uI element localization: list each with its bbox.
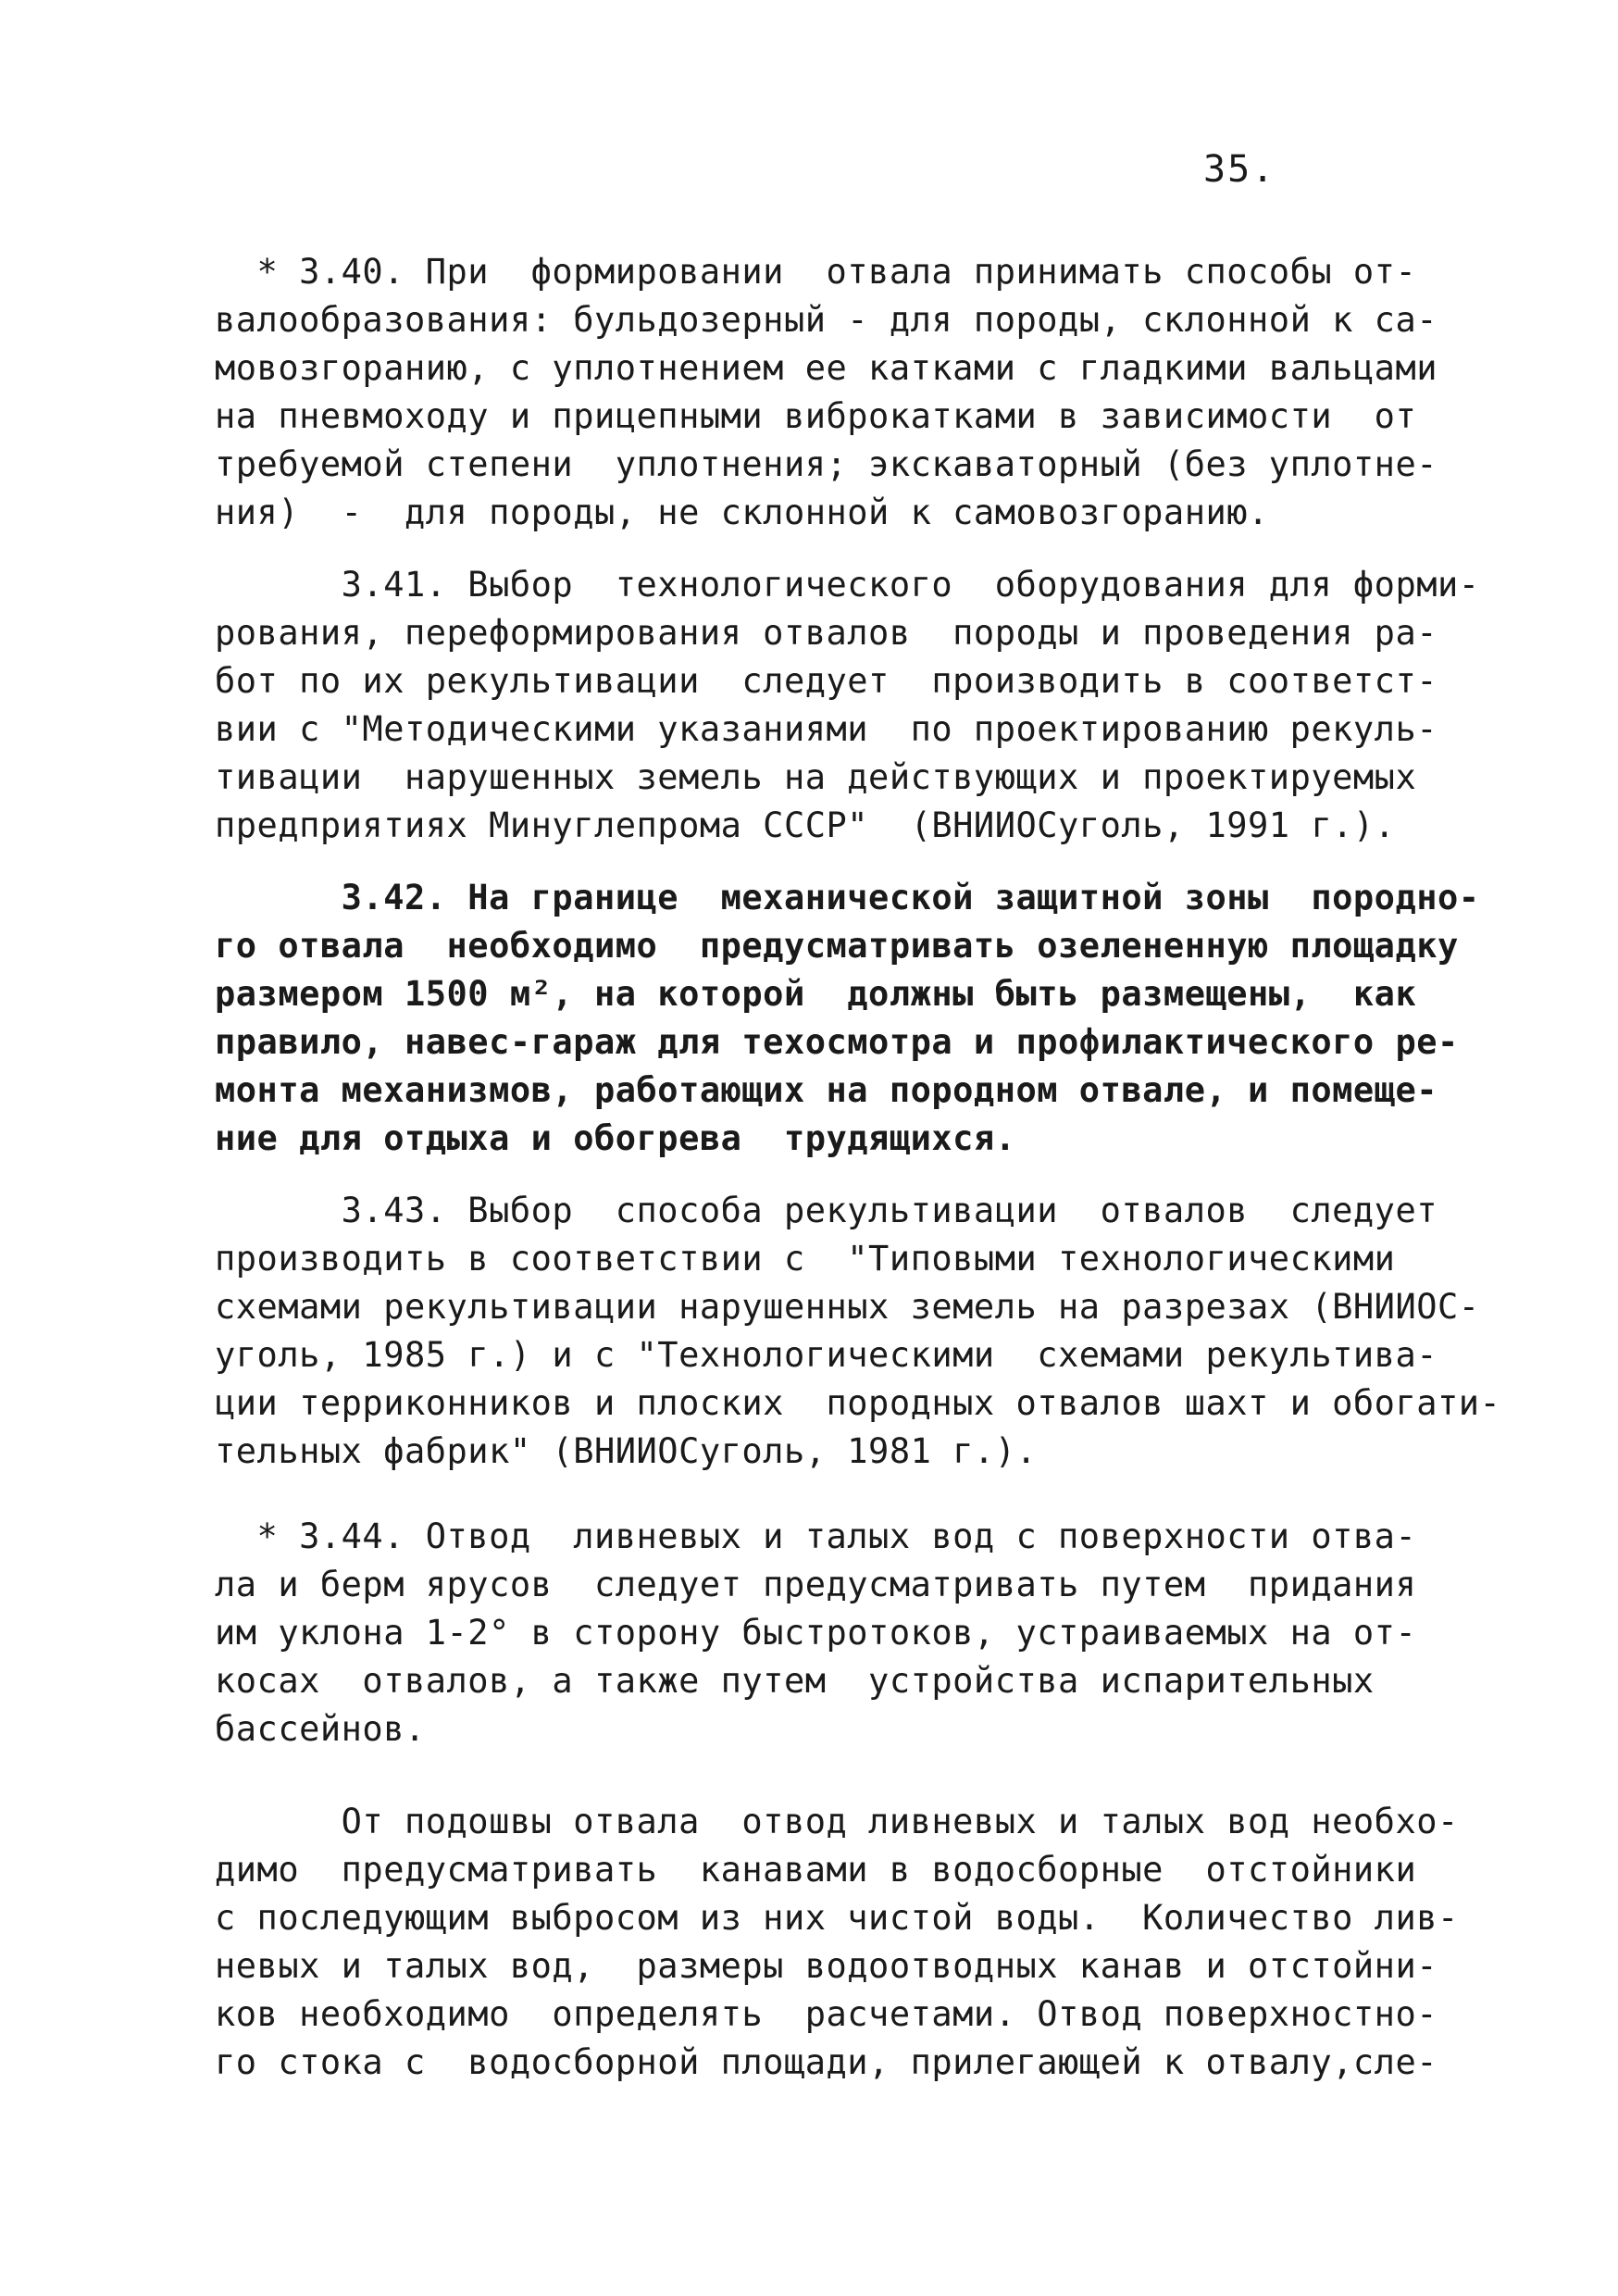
text-line: От подошвы отвала отвод ливневых и талых вод необхо- <box>215 1802 1459 1841</box>
text-line: производить в соответствии с "Типовыми технологическими <box>215 1239 1396 1279</box>
text-line: * 3.44. Отвод ливневых и талых вод с поверхности отва- <box>215 1516 1417 1556</box>
text-line: размером 1500 м², на которой должны быть размещены, как <box>215 974 1417 1014</box>
text-line: ние для отдыха и обогрева трудящихся. <box>215 1118 1016 1158</box>
text-line: ции терриконников и плоских породных отвалов шахт и обогати- <box>215 1383 1501 1423</box>
page-number: 35. <box>1203 148 1276 191</box>
text-line: бассейнов. <box>215 1709 426 1749</box>
text-line: косах отвалов, а также путем устройства испарительных <box>215 1661 1375 1701</box>
text-line: монта механизмов, работающих на породном отвале, и помеще- <box>215 1070 1438 1110</box>
text-line: тельных фабрик" (ВНИИОСуголь, 1981 г.). <box>215 1431 1038 1471</box>
paragraph-3-44 <box>215 1513 1437 1753</box>
text-line: правило, навес-гараж для техосмотра и профилактического ре- <box>215 1022 1459 1062</box>
paragraph-drainage <box>215 1798 1459 2087</box>
text-line: димо предусматривать канавами в водосборные отстойники <box>215 1850 1417 1890</box>
text-line: требуемой степени уплотнения; экскаваторный (без уплотне- <box>215 444 1438 484</box>
text-line: на пневмоходу и прицепными виброкатками в зависимости от <box>215 396 1417 436</box>
paragraph-gap <box>215 850 1437 874</box>
paragraph-3-42 <box>215 874 1480 1163</box>
text-line: ла и берм ярусов следует предусматривать путем придания <box>215 1565 1417 1604</box>
text-line: уголь, 1985 г.) и с "Технологическими схемами рекультива- <box>215 1335 1438 1375</box>
text-line: мовозгоранию, с уплотнением ее катками с гладкими вальцами <box>215 348 1438 388</box>
text-line: тивации нарушенных земель на действующих и проектируемых <box>215 757 1417 797</box>
text-line: им уклона 1-2° в сторону быстротоков, устраиваемых на от- <box>215 1613 1417 1653</box>
paragraph-gap <box>215 1163 1437 1187</box>
text-line: вии с "Методическими указаниями по проектированию рекуль- <box>215 709 1438 749</box>
text-line: с последующим выбросом из них чистой воды. Количество лив- <box>215 1898 1459 1938</box>
text-line: 3.42. На границе механической защитной зоны породно- <box>215 878 1480 917</box>
text-line: го стока с водосборной площади, прилегающей к отвалу,сле- <box>215 2042 1438 2082</box>
text-line: предприятиях Минуглепрома СССР" (ВНИИОСуголь, 1991 г.). <box>215 805 1396 845</box>
text-line: ния) - для породы, не склонной к самовозгоранию. <box>215 493 1269 532</box>
text-line: * 3.40. При формировании отвала принимать способы от- <box>215 252 1417 292</box>
paragraph-gap <box>215 1753 1437 1798</box>
body-text <box>215 248 1501 2087</box>
text-line: валообразования: бульдозерный - для породы, склонной к са- <box>215 300 1438 340</box>
text-line: невых и талых вод, размеры водоотводных канав и отстойни- <box>215 1946 1438 1986</box>
text-line: го отвала необходимо предусматривать озелененную площадку <box>215 926 1459 966</box>
text-line: 3.41. Выбор технологического оборудования для форми- <box>215 565 1480 605</box>
text-line: схемами рекультивации нарушенных земель на разрезах (ВНИИОС- <box>215 1287 1480 1327</box>
text-line: ков необходимо определять расчетами. Отвод поверхностно- <box>215 1994 1438 2034</box>
paragraph-3-41 <box>215 561 1480 850</box>
paragraph-gap <box>215 1476 1437 1513</box>
paragraph-3-40 <box>215 248 1437 537</box>
paragraph-gap <box>215 537 1437 561</box>
text-line: 3.43. Выбор способа рекультивации отвалов следует <box>215 1191 1438 1230</box>
paragraph-3-43 <box>215 1187 1501 1476</box>
text-line: рования, переформирования отвалов породы и проведения ра- <box>215 613 1438 653</box>
text-line: бот по их рекультивации следует производить в соответст- <box>215 661 1438 701</box>
